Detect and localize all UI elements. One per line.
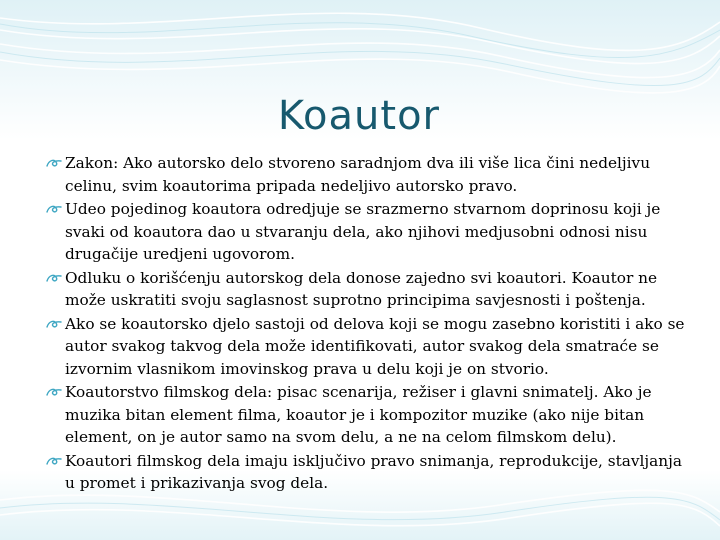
bullet-text: Odluku o korišćenju autorskog dela donose zajedno svi koautori. Koautor ne može uskratiti svoju saglasnost suprotno principima savjesnosti i poštenja. — [65, 268, 658, 309]
list-item — [44, 152, 690, 197]
list-item — [44, 450, 690, 495]
bullet-list — [44, 152, 690, 496]
swirl-bullet-icon — [46, 273, 62, 284]
swirl-bullet-icon — [46, 456, 62, 467]
bullet-text: Koautorstvo filmskog dela: pisac scenarija, režiser i glavni snimatelj. Ako je muzika bitan element filma, koautor je i kompozitor muzike (ako nije bitan element, on je autor samo na svom delu, a ne na celom filmskom delu). — [65, 383, 652, 446]
slide-title: Koautor — [277, 93, 440, 139]
list-item — [44, 313, 690, 381]
swirl-bullet-icon — [46, 204, 62, 215]
bullet-text: Koautori filmskog dela imaju isključivo pravo snimanja, reprodukcije, stavljanja u promet i prikazivanja svog dela. — [65, 451, 682, 492]
list-item — [44, 198, 690, 266]
swirl-bullet-icon — [46, 319, 62, 330]
swirl-bullet-icon — [46, 387, 62, 398]
swirl-bullet-icon — [46, 158, 62, 169]
list-item — [44, 381, 690, 449]
bullet-text: Ako se koautorsko djelo sastoji od delova koji se mogu zasebno koristiti i ako se autor svakog takvog dela može identifikovati, autor svakog dela smatraće se izvornim vlasnikom imovinskog prava u delu koji je on stvorio. — [65, 314, 685, 378]
list-item — [44, 267, 690, 312]
bullet-text: Zakon: Ako autorsko delo stvoreno saradnjom dva ili više lica čini nedeljivu celinu, svim koautorima pripada nedeljivo autorsko pravo. — [65, 154, 651, 195]
bullet-text: Udeo pojedinog koautora odredjuje se srazmerno stvarnom doprinosu koji je svaki od koautora dao u stvaranju dela, ako njihovi medjusobni odnosi nisu drugačije uredjeni ugovorom. — [65, 200, 661, 263]
